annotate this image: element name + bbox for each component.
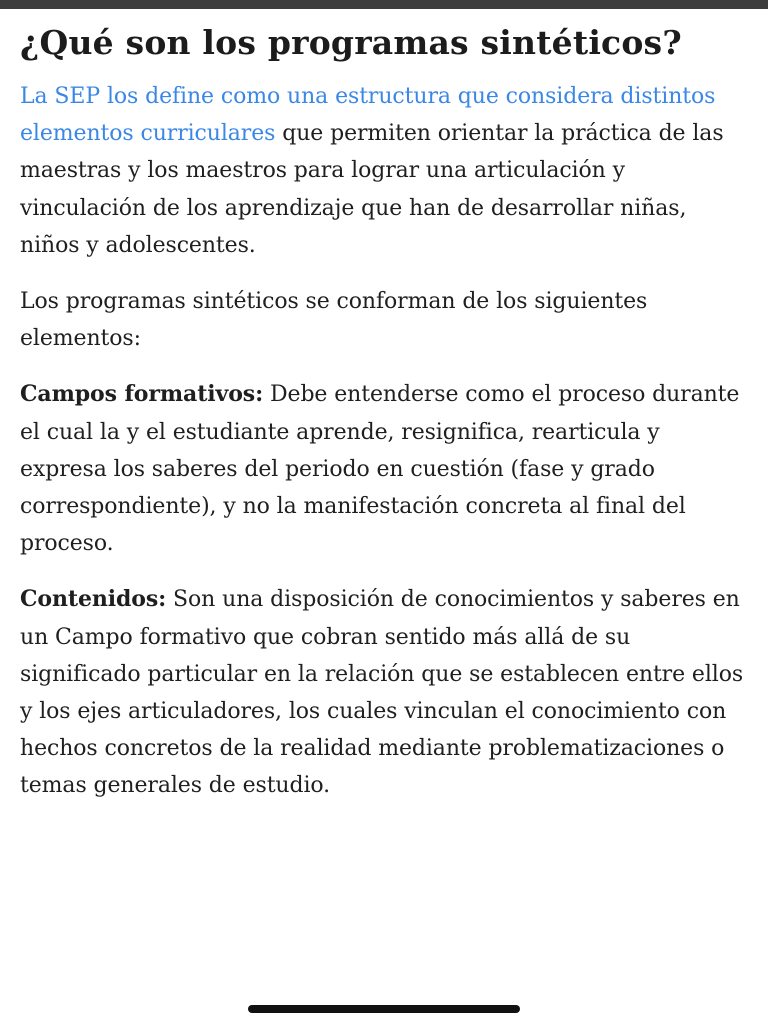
campos-formativos-paragraph xyxy=(20,376,750,562)
contenidos-text: Son una disposición de conocimientos y saberes en un Campo formativo que cobran sentido más allá de su significado particular en la relación que se establecen entre ellos y los ejes articuladores, los cuales vinculan el conocimiento con hechos concretos de la realidad mediante problematizaciones o temas generales de estudio. xyxy=(20,587,744,799)
article-title: ¿Qué son los programas sintéticos? xyxy=(20,23,682,62)
campos-formativos-text: Debe entenderse como el proceso durante el cual la y el estudiante aprende, resignifica, rearticula y expresa los saberes del periodo en cuestión (fase y grado correspondiente), y no la manifestación concreta al final del proceso. xyxy=(20,382,740,557)
contenidos-paragraph xyxy=(20,581,750,804)
intro-text: que permiten orientar la práctica de las maestras y los maestros para lograr una articulación y vinculación de los aprendizaje que han de desarrollar niñas, niños y adolescentes. xyxy=(20,121,724,258)
contenidos-term: Contenidos: xyxy=(20,586,167,613)
home-indicator[interactable] xyxy=(248,1005,520,1013)
elements-intro-paragraph: Los programas sintéticos se conforman de los siguientes elementos: xyxy=(20,289,648,352)
campos-formativos-term: Campos formativos: xyxy=(20,381,264,408)
intro-paragraph xyxy=(20,78,750,264)
top-status-bar xyxy=(0,0,768,9)
article-body xyxy=(20,24,750,805)
sep-definition-link[interactable]: La SEP los define como una estructura que considera distintos elementos curriculares xyxy=(20,84,716,147)
